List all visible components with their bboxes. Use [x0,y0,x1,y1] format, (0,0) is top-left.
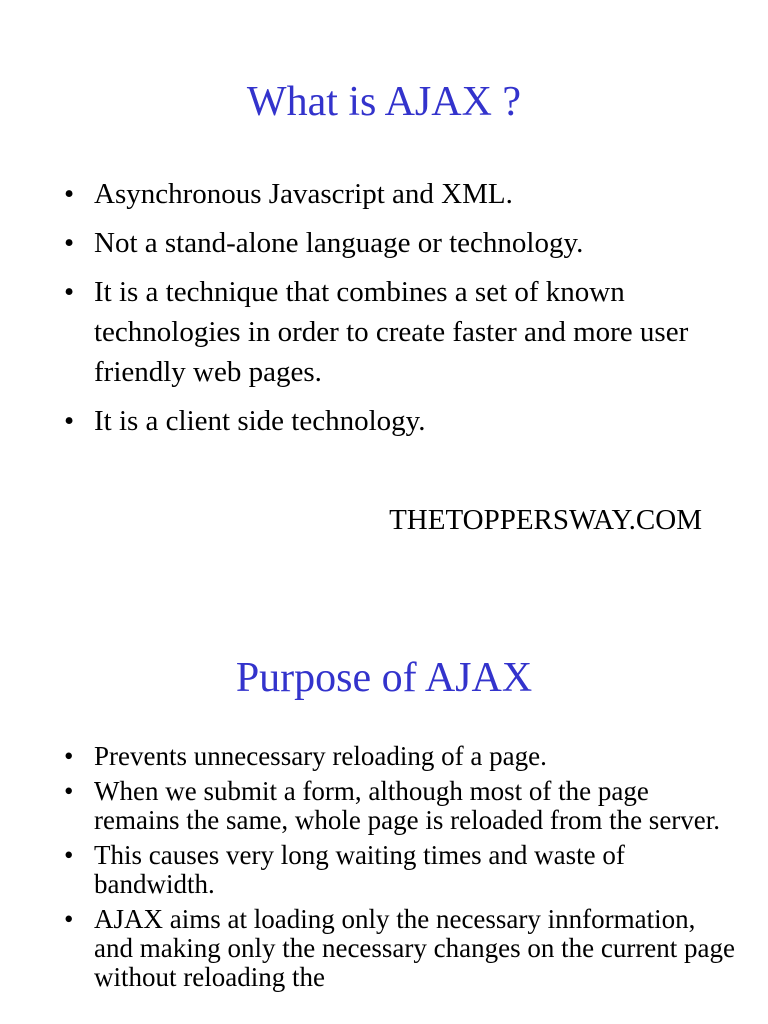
bullet-marker: • [64,227,75,259]
bullet-text: It is a client side technology. [94,405,426,437]
bullet-marker: • [64,741,74,771]
list-item [58,223,738,263]
slide-title-what-is-ajax: What is AJAX ? [246,79,522,125]
list-item [58,905,738,992]
list-item [58,841,738,899]
bullet-marker: • [64,904,74,934]
bullet-text: When we submit a form, although most of the page remains the same, whole page is reloaded from the server. [94,776,721,835]
slide-title-purpose-of-ajax: Purpose of AJAX [235,655,533,701]
what-is-ajax-bullet-list [58,174,738,450]
bullet-text: Not a stand-alone language or technology. [94,227,584,259]
bullet-marker: • [64,405,75,437]
site-watermark-text: THETOPPERSWAY.COM [389,504,702,536]
bullet-text: It is a technique that combines a set of known technologies in order to create faster and more user friendly web pages. [94,276,689,388]
bullet-marker: • [64,776,74,806]
bullet-marker: • [64,276,75,308]
list-item [58,272,738,392]
bullet-text: Prevents unnecessary reloading of a page. [94,741,547,771]
bullet-text: Asynchronous Javascript and XML. [94,178,513,210]
list-item [58,174,738,214]
purpose-of-ajax-bullet-list [58,742,738,998]
bullet-text: This causes very long waiting times and waste of bandwidth. [94,840,625,899]
list-item [58,742,738,771]
bullet-marker: • [64,840,74,870]
list-item [58,777,738,835]
list-item [58,401,738,441]
bullet-text: AJAX aims at loading only the necessary innformation, and making only the necessary changes on the current page without reloading the [94,904,736,992]
bullet-marker: • [64,178,75,210]
